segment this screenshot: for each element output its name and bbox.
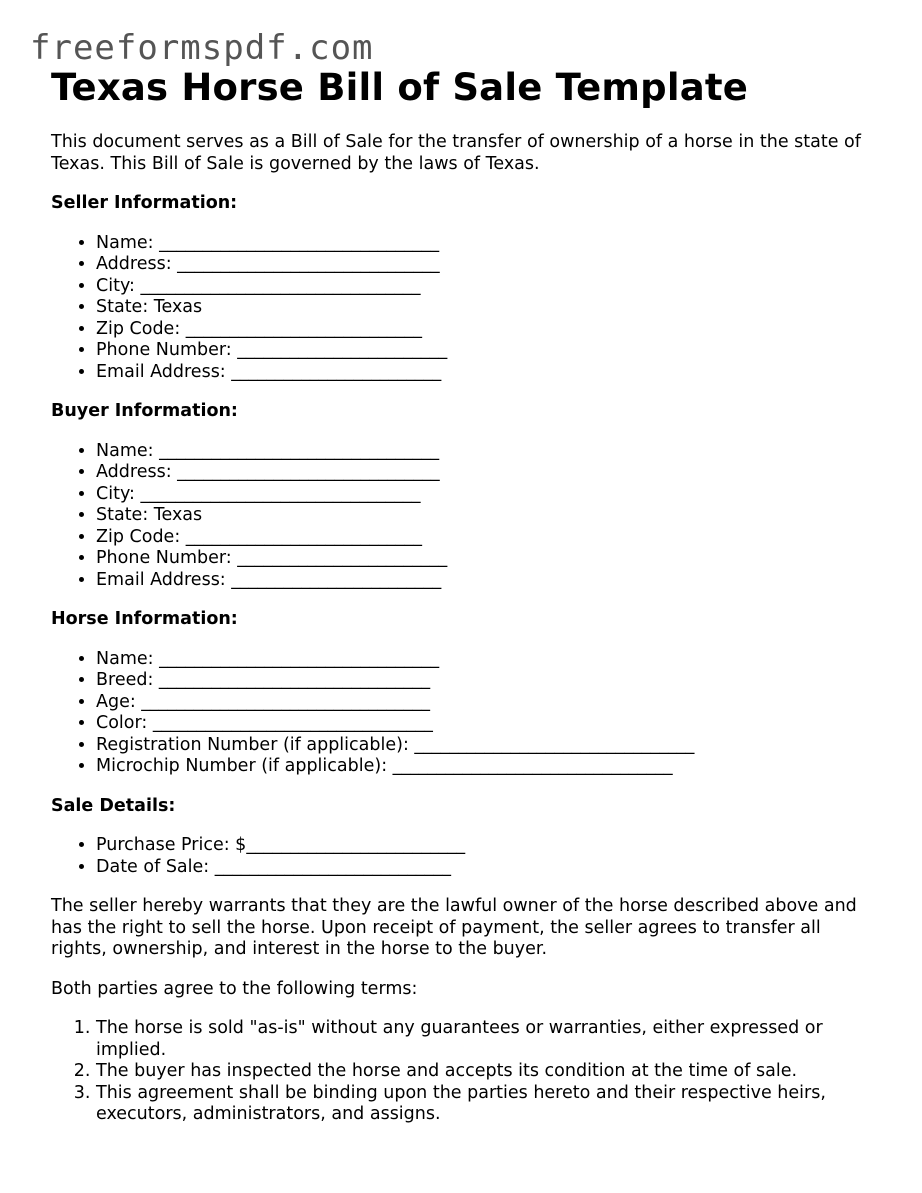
buyer-name-field: • Name: ________________________________	[96, 441, 881, 463]
document-title: Texas Horse Bill of Sale Template	[51, 66, 749, 109]
horse-registration-field: • Registration Number (if applicable): ________________________________	[96, 735, 881, 757]
sale-heading: Sale Details:	[51, 795, 176, 816]
seller-email-field: • Email Address: ________________________	[96, 362, 881, 384]
buyer-phone-field: • Phone Number: ________________________	[96, 548, 881, 570]
sale-fields	[51, 835, 881, 878]
warranty-paragraph: The seller hereby warrants that they are the lawful owner of the horse described above and has the right to sell the horse. Upon receipt of payment, the seller agrees to transfer all rights, ownership, and interest in the horse to the buyer.	[51, 896, 857, 959]
horse-fields	[51, 649, 881, 778]
term-item: 1. The horse is sold "as-is" without any guarantees or warranties, either expressed or implied.	[96, 1018, 881, 1061]
terms-intro: Both parties agree to the following terms:	[51, 978, 418, 999]
horse-age-field: • Age: _________________________________	[96, 692, 881, 714]
document-page	[51, 66, 881, 1126]
term-item: 2. The buyer has inspected the horse and accepts its condition at the time of sale.	[96, 1061, 881, 1083]
intro-paragraph: This document serves as a Bill of Sale for the transfer of ownership of a horse in the state of Texas. This Bill of Sale is governed by the laws of Texas.	[51, 132, 861, 174]
horse-breed-field: • Breed: _______________________________	[96, 670, 881, 692]
seller-address-field: • Address: ______________________________	[96, 254, 881, 276]
date-of-sale-field: • Date of Sale: ___________________________	[96, 857, 881, 879]
seller-state-field: • State: Texas	[96, 297, 881, 319]
horse-color-field: • Color: ________________________________	[96, 713, 881, 735]
watermark: freeformspdf.com	[30, 28, 374, 68]
buyer-address-field: • Address: ______________________________	[96, 462, 881, 484]
seller-fields	[51, 233, 881, 384]
seller-phone-field: • Phone Number: ________________________	[96, 340, 881, 362]
buyer-fields	[51, 441, 881, 592]
horse-heading: Horse Information:	[51, 609, 238, 629]
seller-name-field: • Name: ________________________________	[96, 233, 881, 255]
terms-list	[51, 1018, 881, 1126]
buyer-city-field: • City: ________________________________	[96, 484, 881, 506]
buyer-zip-field: • Zip Code: ___________________________	[96, 527, 881, 549]
buyer-state-field: • State: Texas	[96, 505, 881, 527]
horse-microchip-field: • Microchip Number (if applicable): ________________________________	[96, 756, 881, 778]
term-item: 3. This agreement shall be binding upon the parties hereto and their respective heirs, executors, administrators, and assigns.	[96, 1083, 881, 1126]
seller-zip-field: • Zip Code: ___________________________	[96, 319, 881, 341]
seller-city-field: • City: ________________________________	[96, 276, 881, 298]
seller-heading: Seller Information:	[51, 193, 238, 213]
buyer-email-field: • Email Address: ________________________	[96, 570, 881, 592]
purchase-price-field: • Purchase Price: $_________________________	[96, 835, 881, 857]
horse-name-field: • Name: ________________________________	[96, 649, 881, 671]
buyer-heading: Buyer Information:	[51, 401, 238, 421]
